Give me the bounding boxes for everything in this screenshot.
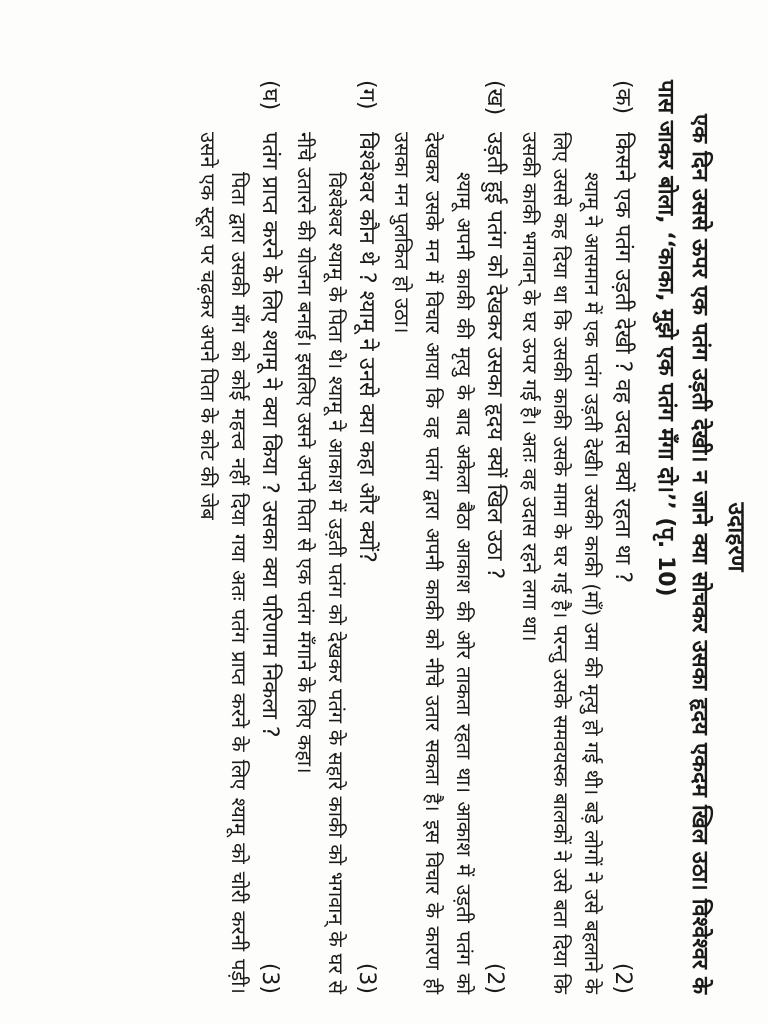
section-heading: उदाहरण — [723, 502, 749, 572]
question-text: विश्वेश्वर कौन थे ? श्यामू ने उनसे क्या कहा और क्यों? — [354, 132, 379, 563]
question-marks: (2) — [482, 962, 507, 994]
answer: श्यामू ने आसमान में एक पतंग उड़ती देखी। उसकी काकी (माँ) उमा की मृत्यु हो गई थी। बड़े लोगों ने उसे बहलाने के लिए उससे कह दिया था कि उसकी काकी उसके मामा के घर गई है। परन्तु उसके समवयस्क बालकों ने उसे बता दिया कि उसकी काकी भगवान् के घर ऊपर गई है। अतः वह उदास रहने लगा था। — [518, 132, 604, 994]
question — [479, 80, 510, 994]
passage — [648, 80, 716, 994]
question-marks: (2) — [610, 962, 635, 994]
question-text: पतंग प्राप्त करने के लिए श्यामू ने क्या किया ? उसका क्या परिणाम निकला ? — [257, 132, 282, 738]
question-label: (घ) — [257, 80, 282, 111]
question-label: (ग) — [354, 80, 379, 110]
question — [254, 80, 285, 994]
answer: श्यामू अपनी काकी की मृत्यु के बाद अकेला बैठा आकाश की ओर ताकता रहता था। आकाश में उड़ती पतंग को देखकर उसके मन में विचार आया कि वह पतंग द्वारा अपनी काकी को नीचे उतार सकता है। इस विचार के कारण ही उसका मन पुलकित हो उठा। — [390, 132, 476, 994]
question — [607, 80, 638, 994]
question-text: किसने एक पतंग उड़ती देखी ? वह उदास क्यों रहता था ? — [610, 132, 635, 584]
passage-text: एक दिन उससे ऊपर एक पतंग उड़ती देखी। न जाने क्या सोचकर उसका हृदय एकदम खिल उठा। विश्वेश्वर के पास जाकर बोला, ‘‘काका, मुझे एक पतंग मँगा दो।’’ — [653, 80, 712, 994]
question-label: (ख) — [482, 80, 507, 116]
answer: पिता द्वारा उसकी माँग को कोई महत्त्व नहीं दिया गया अतः पतंग प्राप्त करने के लिए श्यामू को चोरी करनी पड़ी। उसने एक स्टूल पर चढ़कर अपने पिता के कोट की जेब — [196, 132, 251, 994]
question-marks: (3) — [354, 962, 379, 994]
question-marks: (3) — [257, 962, 282, 994]
page-reference: (पृ. 10) — [653, 517, 678, 597]
answer: विश्वेश्वर श्यामू के पिता थे। श्यामू ने आकाश में उड़ती पतंग को देखकर पतंग के सहारे काकी को भगवान् के घर से नीचे उतारने की योजना बनाई। इसलिए उसने अपने पिता से एक पतंग मँगाने के लिए कहा। — [293, 132, 348, 994]
question-label: (क) — [610, 80, 635, 115]
question-answer-list — [192, 80, 638, 994]
question-text: उड़ती हुई पतंग को देखकर उसका हृदय क्यों खिल उठा ? — [482, 132, 507, 580]
question — [351, 80, 382, 994]
